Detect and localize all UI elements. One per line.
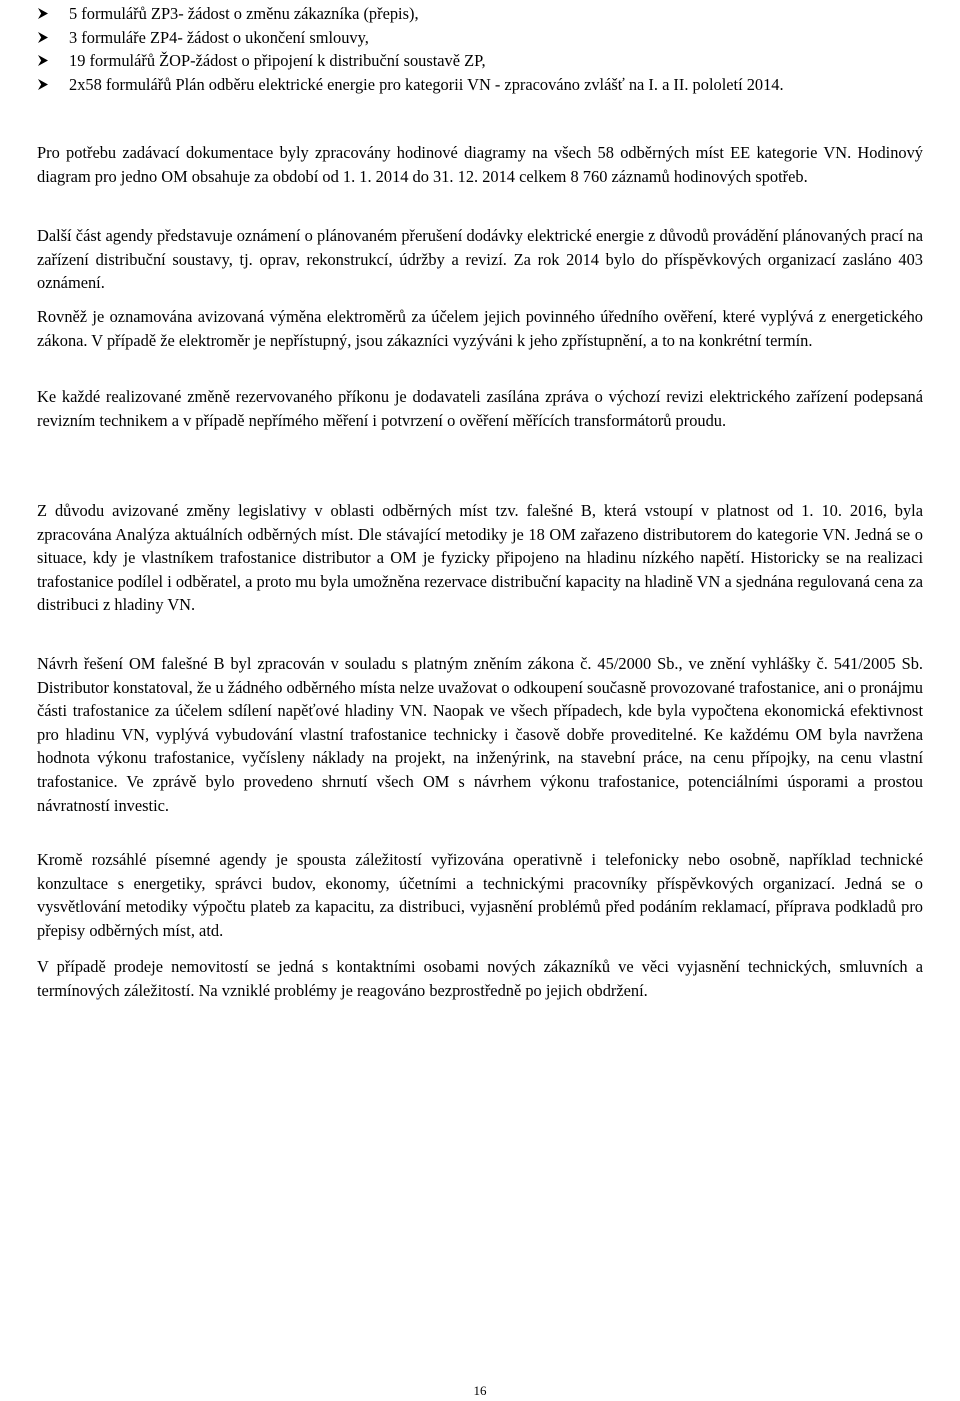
paragraph-solution-proposal: Návrh řešení OM falešné B byl zpracován v souladu s platným zněním zákona č. 45/2000 Sb., ve znění vyhlášky č. 541/2005 Sb. Distributor konstatoval, že u žádného odběrného místa nelze uvažovat o odkoupení současně provozované trafostanice, ani o pronájmu části trafostanice za účelem sdílení napěťové hladiny VN. Naopak ve všech případech, kde byla vypočtena ekonomická efektivnost pro hladinu VN, vyplývá vybudování vlastní trafostanice technicky i časově dobře proveditelné. Ke každému OM byla navržena hodnota výkonu trafostanice, vyčísleny náklady na projekt, na inženýrink, na stavební práce, na cenu přípojky, na cenu vlastní trafostanice. Ve zprávě bylo provedeno shrnutí všech OM s návrhem výkonu trafostanice, potenciálními úsporami a prostou návratností investic. [37, 654, 923, 815]
paragraph-outage-notices: Další část agendy představuje oznámení o plánovaném přerušení dodávky elektrické energie z důvodů provádění plánovaných prací na zařízení distribuční soustavy, tj. oprav, rekonstrukcí, údržby a revizí. Za rok 2014 bylo do příspěvkových organizací zasláno 403 oznámení. [37, 226, 923, 293]
bullet-text: 5 formulářů ZP3- žádost o změnu zákazníka (přepis), [69, 4, 419, 23]
bullet-item [37, 49, 923, 73]
bullet-item [37, 2, 923, 26]
page-number: 16 [473, 1383, 487, 1398]
bullet-text: 3 formuláře ZP4- žádost o ukončení smlouvy, [69, 27, 369, 47]
bullet-text: 19 formulářů ŽOP-žádost o připojení k distribuční soustavě ZP, [69, 51, 486, 71]
bullet-item [37, 73, 923, 97]
arrow-bullet-icon [37, 31, 49, 44]
arrow-bullet-icon [37, 78, 49, 91]
paragraph-meter-exchange: Rovněž je oznamována avizovaná výměna elektroměrů za účelem jejich povinného úředního ověření, které vyplývá z energetického zákona. V případě že elektroměr je nepřístupný, jsou zákazníci vyzýváni k jeho zpřístupnění, a to na konkrétní termín. [37, 307, 923, 350]
paragraph-operative-agenda: Kromě rozsáhlé písemné agendy je spousta záležitostí vyřizována operativně i telefonicky nebo osobně, například technické konzultace s energetiky, správci budov, ekonomy, účetními a technickými pracovníky příspěvkových organizací. Jedná se o vysvětlování metodiky výpočtu plateb za kapacitu, za distribuci, vyjasnění problémů před podáním reklamací, příprava podkladů pro přepisy odběrných míst, atd. [37, 850, 923, 940]
paragraph-reserved-capacity: Ke každé realizované změně rezervovaného příkonu je dodavateli zasílána zpráva o výchozí revizi elektrického zařízení podepsaná revizním technikem a v případě nepřímého měření i potvrzení o ověření měřících transformátorů proudu. [37, 387, 923, 430]
paragraph-legislation-analysis: Z důvodu avizované změny legislativy v oblasti odběrných míst tzv. falešné B, která vstoupí v platnost od 1. 10. 2016, byla zpracována Analýza aktuálních odběrných míst. Dle stávající metodiky je 18 OM zařazeno distributorem do kategorie VN. Jedná se o situace, kdy je vlastníkem trafostanice distributor a OM je fyzicky připojeno na hladinu nízkého napětí. Historicky se na realizaci trafostanice podílel i odběratel, a proto mu byla umožněna rezervace distribuční kapacity na hladině VN a sjednána regulovaná cena za distribuci z hladiny VN. [37, 501, 923, 615]
bullet-item [37, 26, 923, 50]
paragraph-hourly-diagrams: Pro potřebu zadávací dokumentace byly zpracovány hodinové diagramy na všech 58 odběrných míst EE kategorie VN. Hodinový diagram pro jedno OM obsahuje za období od 1. 1. 2014 do 31. 12. 2014 celkem 8 760 záznamů hodinových spotřeb. [37, 143, 923, 186]
paragraph-property-sale: V případě prodeje nemovitostí se jedná s kontaktními osobami nových zákazníků ve věci vyjasnění technických, smluvních a termínových záležitostí. Na vzniklé problémy je reagováno bezprostředně po jejich obdržení. [37, 957, 923, 1000]
bullet-list [37, 2, 923, 96]
bullet-text: 2x58 formulářů Plán odběru elektrické energie pro kategorii VN - zpracováno zvlášť na I. a II. pololetí 2014. [69, 74, 784, 94]
arrow-bullet-icon [37, 7, 49, 20]
arrow-bullet-icon [37, 54, 49, 67]
